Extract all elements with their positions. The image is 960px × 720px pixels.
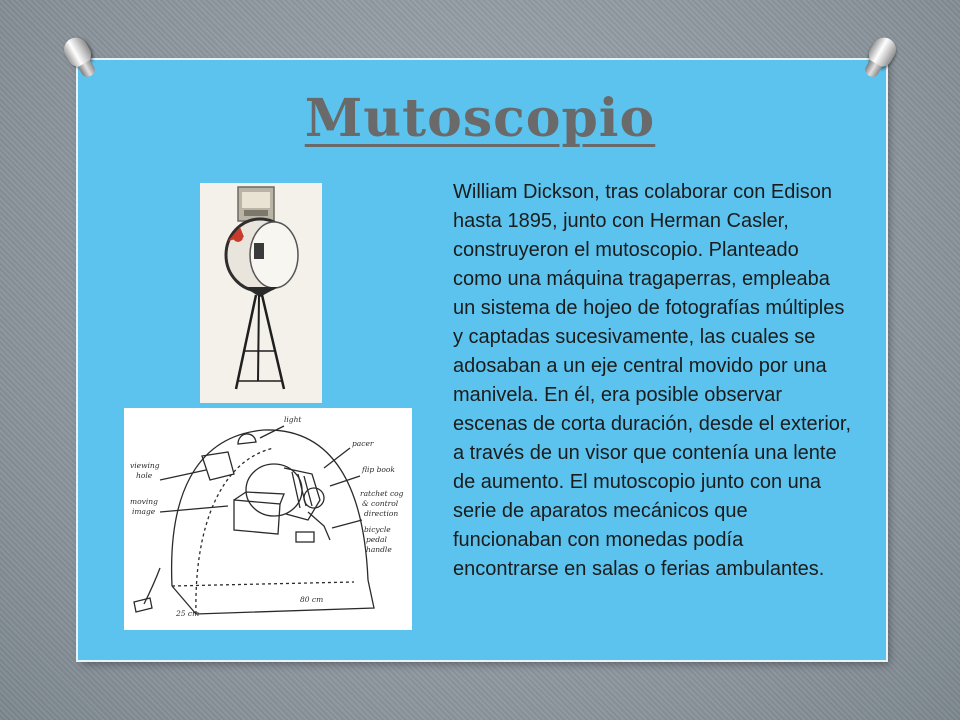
sketch-label-viewing-2: hole [136, 471, 153, 480]
sketch-label-light: light [284, 415, 302, 424]
slide-title [0, 88, 960, 149]
sketch-label-moving-1: moving [130, 497, 158, 506]
mutoscope-photo [200, 183, 322, 403]
sketch-label-dim-80: 80 cm [300, 595, 324, 604]
sketch-label-pacer: pacer [352, 439, 374, 448]
sketch-label-bicycle-3: handle [366, 545, 392, 554]
sketch-label-flipbook: flip book [362, 465, 395, 474]
sketch-label-ratchet-3: direction [364, 509, 399, 518]
sketch-label-ratchet-2: & control [362, 499, 399, 508]
sketch-label-moving-2: image [132, 507, 156, 516]
sketch-label-ratchet-1: ratchet cog [360, 489, 404, 498]
slide-body-text: William Dickson, tras colaborar con Edison hasta 1895, junto con Herman Casler, construyeron el mutoscopio. Planteado como una máquina tragaperras, empleaba un sistema de hojeo de fotografías múltiples y captadas sucesivamente, las cuales se adosaban a un eje central movido por una manivela. En él, era posible observar escenas de corta duración, desde el exterior, a través de un visor que contenía una lente de aumento. El mutoscopio junto con una serie de aparatos mecánicos que funcionaban con monedas podía encontrarse en salas o ferias ambulantes. [453, 181, 852, 580]
slide-title-text: Mutoscopio [304, 88, 656, 149]
mutoscope-diagram-sketch [124, 408, 412, 630]
sketch-label-viewing-1: viewing [130, 461, 160, 470]
sketch-label-dim-25: 25 cm [176, 609, 200, 618]
sketch-label-bicycle-2: pedal [366, 535, 387, 544]
sketch-label-bicycle-1: bicycle [364, 525, 391, 534]
